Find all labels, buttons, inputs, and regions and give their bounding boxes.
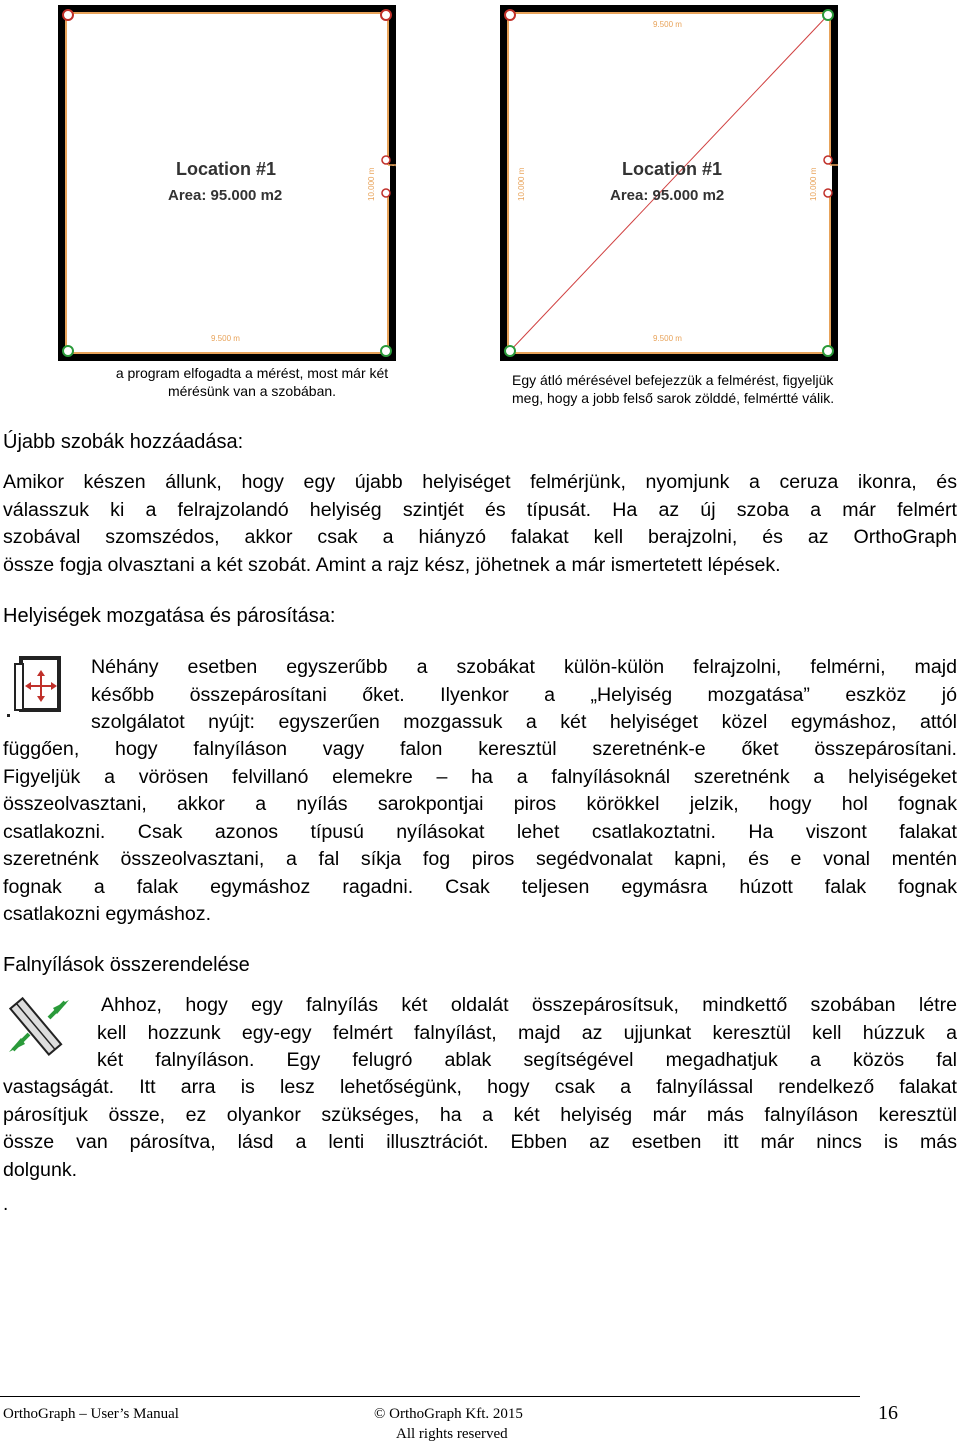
text-line: dolgunk. <box>3 1158 78 1181</box>
corner-marker <box>823 346 833 356</box>
section2-paragraph-indented <box>91 654 957 737</box>
corner-marker <box>381 10 391 20</box>
opening-marker <box>382 156 390 164</box>
section-heading-new-rooms: Újabb szobák hozzáadása: <box>3 431 244 453</box>
footer-divider <box>0 1396 860 1397</box>
dimension-bottom: 9.500 m <box>211 334 240 343</box>
footer-copyright: © OrthoGraph Kft. 2015 <box>374 1406 523 1422</box>
text-line: válasszuk ki a felrajzolandó helyiség szintjét és típusát. Ha az új szoba a már felmért <box>3 498 957 521</box>
corner-marker <box>823 10 833 20</box>
opening-pair-icon <box>3 994 75 1058</box>
text-line: kell hozzunk egy-egy felmért falnyílást, majd az ujjunkat keresztül kell húzzuk a <box>97 1021 957 1044</box>
corner-marker <box>63 10 73 20</box>
text-line: szolgálatot nyújt: egyszerűen mozgassuk a két helyiséget közel egymáshoz, attól <box>91 711 957 733</box>
text-line: Néhány esetben egyszerűbb a szobákat külön-külön felrajzolni, felmérni, majd <box>91 656 957 678</box>
dimension-top: 9.500 m <box>653 20 682 29</box>
corner-marker <box>505 10 515 20</box>
text-line: szeretnénk összeolvasztani, a fal síkja fog piros segédvonalat kapni, és e vonal mentén <box>3 848 957 870</box>
room-area: Area: 95.000 m2 <box>610 187 725 204</box>
section3-paragraph <box>3 1074 957 1184</box>
floorplan-svg-left <box>58 5 396 361</box>
text-line: Figyeljük a vörösen felvillanó elemekre – ha a falnyílásoknál szeretnénk a helyiségeket <box>3 765 957 788</box>
text-line: Ahhoz, hogy egy falnyílás két oldalát összepárosítsuk, mindkettő szobában létre <box>101 994 957 1016</box>
section1-paragraph <box>3 469 957 579</box>
text-line: összeolvasztani, akkor a nyílás sarokpontjai piros körökkel jelzik, hogy hol fognak <box>3 793 957 815</box>
corner-marker <box>505 346 515 356</box>
floorplan-svg-right <box>500 5 838 361</box>
dimension-bottom: 9.500 m <box>653 334 682 343</box>
room-move-icon <box>5 652 69 718</box>
corner-marker <box>63 346 73 356</box>
text-line: Amikor készen állunk, hogy egy újabb helyiséget felmérjünk, nyomjunk a ceruza ikonra, és <box>3 471 957 493</box>
page-number: 16 <box>878 1402 898 1424</box>
text-line: fognak a falak egymáshoz ragadni. Csak teljesen egymásra húzott falak fognak <box>3 875 957 898</box>
text-line: össze fogja olvasztani a két szobát. Amint a rajz kész, jöhetnek a már ismertetett lépések. <box>3 553 781 576</box>
dimension-side-right: 10.000 m <box>809 167 818 201</box>
floorplan-figure-right <box>500 5 838 361</box>
dimension-side: 10.000 m <box>367 167 376 201</box>
footer-rights: All rights reserved <box>396 1426 508 1442</box>
opening-marker <box>824 189 832 197</box>
text-line: párosítjuk össze, ez olyankor szükséges, ha a két helyiség már más falnyíláson keresztül <box>3 1103 957 1126</box>
opening-marker <box>824 156 832 164</box>
room-title: Location #1 <box>176 159 277 179</box>
room-outline <box>66 13 388 353</box>
floorplan-figure-left <box>58 5 396 361</box>
section3-paragraph-indented <box>97 992 957 1075</box>
section-heading-room-move: Helyiségek mozgatása és párosítása: <box>3 605 336 627</box>
corner-marker <box>381 346 391 356</box>
trailing-dot: . <box>3 1194 9 1215</box>
room-title: Location #1 <box>622 159 723 179</box>
opening-marker <box>382 189 390 197</box>
text-line: függően, hogy falnyíláson vagy falon keresztül szeretnénk-e őket összepárosítani. <box>3 738 957 760</box>
text-line: szobával szomszédos, akkor csak a hiányzó falakat kell berajzolni, és az OrthoGraph <box>3 526 957 548</box>
room-area: Area: 95.000 m2 <box>168 187 283 204</box>
text-line: csatlakozni egymáshoz. <box>3 903 212 925</box>
text-line: később összepárosítani őket. Ilyenkor a „Helyiség mozgatása” eszköz jó <box>91 683 957 706</box>
dimension-side-left: 10.000 m <box>517 167 526 201</box>
figure-caption-left: a program elfogadta a mérést, most már két mérésünk van a szobában. <box>115 365 389 399</box>
footer-manual-title: OrthoGraph – User’s Manual <box>3 1406 179 1422</box>
text-line: két falnyíláson. Egy felugró ablak segítségével megadhatjuk a közös fal <box>97 1049 957 1071</box>
text-line: csatlakozni. Csak azonos típusú nyílásokat lehet csatlakoztatni. Ha viszont falakat <box>3 820 957 843</box>
text-line: vastagságát. Itt arra is lesz lehetőségünk, hogy csak a falnyílással rendelkező falakat <box>3 1076 957 1098</box>
section2-paragraph <box>3 736 957 929</box>
text-line: össze van párosítva, lásd a lenti illusztrációt. Ebben az esetben itt már nincs is más <box>3 1131 957 1153</box>
section-heading-openings: Falnyílások összerendelése <box>3 954 250 976</box>
figure-caption-right: Egy átló mérésével befejezzük a felmérést, figyeljük meg, hogy a jobb felső sarok zölddé, felmértté válik. <box>512 372 835 406</box>
